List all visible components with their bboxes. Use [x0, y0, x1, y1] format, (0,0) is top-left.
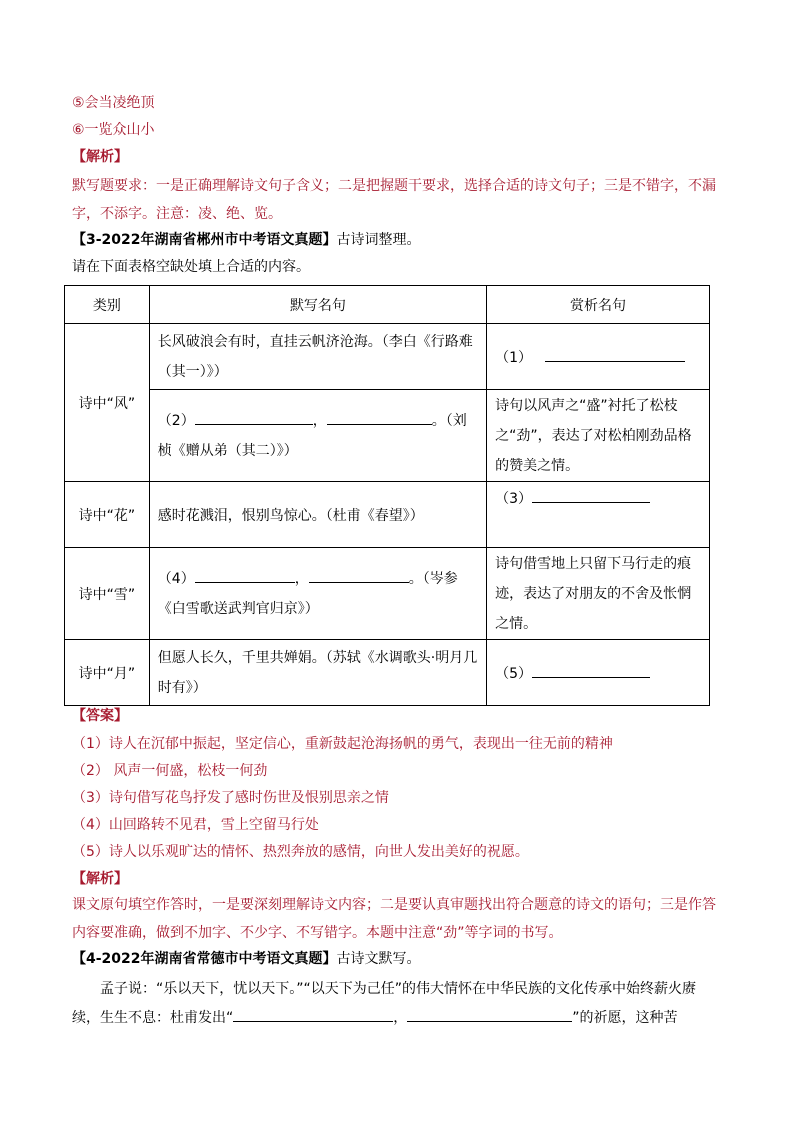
- answer-line-6: ⑥一览众山小: [72, 122, 155, 138]
- feng-row2-dictation: （2） ， 。（刘桢《赠从弟（其二）》）: [149, 390, 486, 482]
- answer-item-2: （2） 风声一何盛，松枝一何劲: [72, 763, 268, 779]
- feng-row2-appreciation: 诗句以风声之“盛”衬托了松枝之“劲”，表达了对松柏刚劲品格的赞美之情。: [487, 390, 710, 482]
- answer-item-1: （1）诗人在沉郁中振起，坚定信心，重新鼓起沧海扬帆的勇气，表现出一往无前的精神: [72, 736, 613, 752]
- blank-q4-a[interactable]: [233, 1007, 393, 1022]
- answer-item-3: （3）诗句借写花鸟抒发了感时伤世及恨别思亲之情: [72, 790, 389, 806]
- analysis-text: 默写题要求：一是正确理解诗文句子含义；二是把握题干要求，选择合适的诗文句子；三是不错字，不漏字，不添字。注意：凌、绝、览。: [72, 178, 716, 222]
- header-appreciation: 赏析名句: [487, 286, 710, 324]
- blank-4b[interactable]: [309, 568, 409, 583]
- answer-line-5: ⑤会当凌绝顶: [72, 95, 155, 111]
- yue-dictation: 但愿人长久，千里共婵娟。（苏轼《水调歌头·明月几时有》）: [149, 640, 486, 706]
- question-3-title: [72, 230, 421, 250]
- category-feng: 诗中“风”: [65, 324, 150, 482]
- feng-row1-appreciation: （1）: [487, 324, 710, 390]
- hua-appreciation: （3）: [487, 482, 710, 548]
- blank-3[interactable]: [532, 488, 650, 503]
- question-3-instruction: 请在下面表格空缺处填上合适的内容。: [72, 259, 310, 275]
- question-3-source: 【3-2022年湖南省郴州市中考语文真题】: [72, 232, 337, 248]
- blank-1[interactable]: [545, 347, 685, 362]
- xue-appreciation: 诗句借雪地上只留下马行走的痕迹，表达了对朋友的不舍及怅惘之情。: [487, 548, 710, 640]
- category-xue: 诗中“雪”: [65, 548, 150, 640]
- category-yue: 诗中“月”: [65, 640, 150, 706]
- question-4-paragraph: 孟子说：“乐以天下，忧以天下。”“以天下为己任”的伟大情怀在中华民族的文化传承中始终薪火赓续，生生不息：杜甫发出“ ， ”的祈愿，这种苦: [72, 981, 697, 1026]
- question-4-title-rest: 古诗文默写。: [336, 951, 421, 967]
- blank-4a[interactable]: [195, 568, 295, 583]
- analysis-2-label: 【解析】: [72, 871, 128, 887]
- question-3-title-rest: 古诗词整理。: [336, 232, 421, 248]
- blank-5[interactable]: [532, 663, 650, 678]
- answer-item-5: （5）诗人以乐观旷达的情怀、热烈奔放的感情，向世人发出美好的祝愿。: [72, 844, 529, 860]
- category-hua: 诗中“花”: [65, 482, 150, 548]
- poem-table: [64, 285, 710, 706]
- blank-q4-b[interactable]: [407, 1007, 572, 1022]
- blank-2a[interactable]: [195, 410, 313, 425]
- feng-row1-dictation: 长风破浪会有时，直挂云帆济沧海。（李白《行路难（其一）》）: [149, 324, 486, 390]
- blank-2b[interactable]: [327, 410, 432, 425]
- analysis-label: 【解析】: [72, 149, 128, 165]
- question-4-title: [72, 949, 421, 969]
- answer-label: 【答案】: [72, 708, 128, 724]
- hua-dictation: 感时花溅泪，恨别鸟惊心。（杜甫《春望》）: [149, 482, 486, 548]
- analysis-2-text: 课文原句填空作答时，一是要深刻理解诗文内容；二是要认真审题找出符合题意的诗文的语句；三是作答内容要准确，做到不加字、不少字、不写错字。本题中注意“劲”等字词的书写。: [72, 897, 716, 941]
- xue-dictation: （4） ， 。（岑参《白雪歌送武判官归京》）: [149, 548, 486, 640]
- yue-appreciation: （5）: [487, 640, 710, 706]
- answer-item-4: （4）山回路转不见君，雪上空留马行处: [72, 817, 319, 833]
- header-category: 类别: [65, 286, 150, 324]
- question-4-source: 【4-2022年湖南省常德市中考语文真题】: [72, 951, 337, 967]
- header-dictation: 默写名句: [149, 286, 486, 324]
